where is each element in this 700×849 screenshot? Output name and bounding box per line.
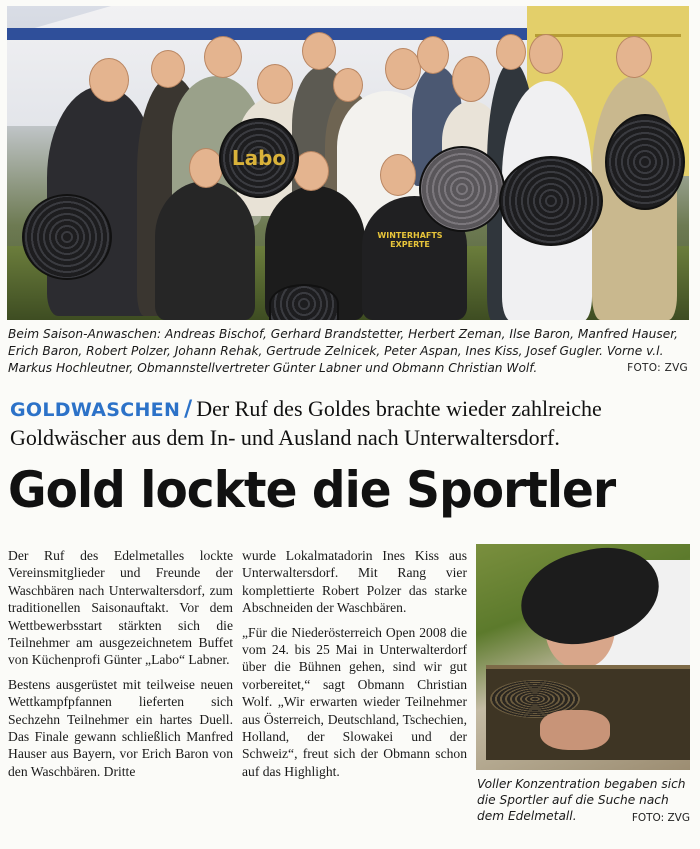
paragraph: Bestens ausgerüstet mit teilweise neuen Wettkampfpfannen lieferten sich Sechzehn Teilnehmer ein hartes Duell. Das Finale gewann schließlich Manfred Hauser aus Bayern, vor Erich Baron von den Waschbären. Dritte (8, 676, 233, 779)
person-head (302, 32, 336, 70)
gold-pan-labo (219, 118, 299, 198)
gold-pan (22, 194, 112, 280)
person-head (380, 154, 416, 196)
person-head (529, 34, 563, 74)
gold-pan (605, 114, 685, 210)
article-column-1 (8, 547, 233, 787)
person-head (496, 34, 526, 70)
paragraph: wurde Lokalmatadorin Ines Kiss aus Unterwaltersdorf. Mit Rang vier komplettierte Robert Polzer das starke Abschneiden der Waschbären. (242, 548, 467, 616)
article-column-2 (242, 547, 467, 787)
tent-stripe (7, 28, 527, 40)
subheadline (10, 395, 694, 452)
gold-pan (419, 146, 505, 232)
pan-label: Labo (231, 146, 287, 170)
person-head (204, 36, 242, 78)
kicker-label: GOLDWASCHEN (10, 399, 181, 421)
subhead-text: Der Ruf des Goldes brachte wieder zahlreiche Goldwäscher aus dem In- und Ausland nach Unterwaltersdorf. (10, 396, 602, 450)
paragraph: Der Ruf des Edelmetalles lockte Vereinsmitglieder und Freunde der Waschbären nach Unterwaltersdorf, zum traditionellen Saisonauftakt. Vor dem Wettbewerbsstart stärkten sich die Teilnehmer am ausgezeichnetem Buffet von Küchenprofi Günter „Labo“ Labner. (8, 548, 233, 668)
person-head (385, 48, 421, 90)
shirt-print: WINTERHAFTS EXPERTE (377, 231, 443, 249)
person-head (452, 56, 490, 102)
kicker-slash: / (184, 397, 193, 422)
gold-pan (499, 156, 603, 246)
person-head (89, 58, 129, 102)
person-head (189, 148, 223, 188)
article-headline: Gold lockte die Sportler (8, 461, 616, 519)
gold-pan (269, 284, 339, 320)
person-head (151, 50, 185, 88)
photo-hand (540, 710, 610, 750)
person-head (616, 36, 652, 78)
paragraph: „Für die Niederösterreich Open 2008 die vom 24. bis 25 Mai in Unterwalterdorf über die Bühnen gehen, sind wir gut vorbereitet,“ sagt Obmann Christian Wolf. „Wir erwarten wieder Teilnehmer aus Österreich, Deutschland, Tschechien, Holland, der Slowakei und der Schweiz“, freut sich der Obmann schon auf das Highlight. (242, 624, 467, 779)
photo-caption-small: Voller Konzentration begaben sich die Sportler auf die Suche nach dem Edelmetall. (477, 777, 686, 823)
person-head (257, 64, 293, 104)
group-photo (7, 6, 689, 320)
photo-caption: Beim Saison-Anwaschen: Andreas Bischof, Gerhard Brandstetter, Herbert Zeman, Ilse Baron, Manfred Hauser, Erich Baron, Robert Polzer, Johann Rehak, Gertrude Zelnicek, Peter Aspan, Ines Kiss, Josef Gugler. Vorne v.l. Markus Hochleutner, Obmannstellvertreter Günter Labner und Obmann Christian Wolf. (8, 327, 678, 375)
person-head (333, 68, 363, 102)
photo-credit-small: FOTO: ZVG (631, 812, 690, 824)
person-head (417, 36, 449, 74)
photo-credit: FOTO: ZVG (627, 362, 688, 374)
person (155, 181, 255, 320)
